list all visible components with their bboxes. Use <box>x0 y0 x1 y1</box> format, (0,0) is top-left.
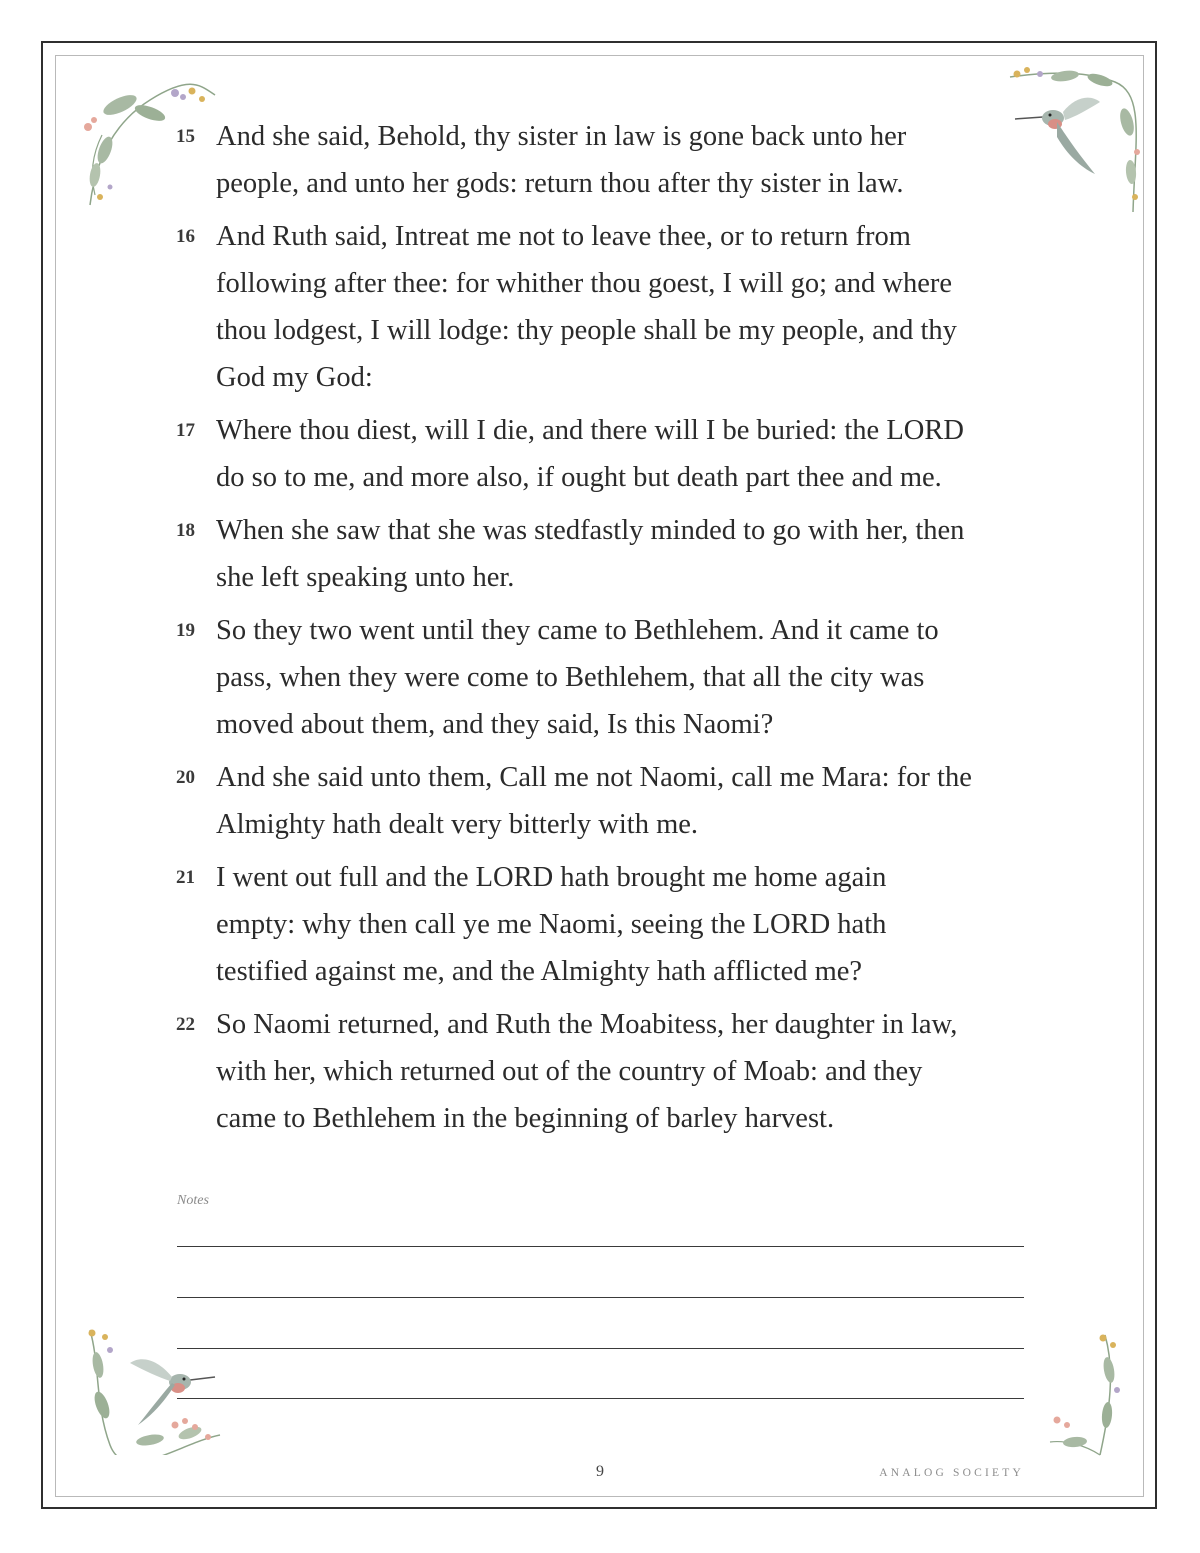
verse-text: When she saw that she was stedfastly minded to go with her, then she left speaking unto her. <box>216 515 965 593</box>
verse-text: So Naomi returned, and Ruth the Moabitess, her daughter in law, with her, which returned out of the country of Moab: and they came to Bethlehem in the beginning of barley harvest. <box>216 1009 958 1134</box>
note-writing-line[interactable] <box>177 1297 1024 1298</box>
verse-number: 19 <box>176 620 195 641</box>
brand-name: ANALOG SOCIETY <box>879 1467 1024 1479</box>
verse-text: Where thou diest, will I die, and there will I be buried: the LORD do so to me, and more also, if ought but death part thee and me. <box>216 415 964 493</box>
verse <box>176 407 1036 501</box>
note-writing-line[interactable] <box>177 1398 1024 1399</box>
verse-number: 21 <box>176 867 195 888</box>
page-number: 9 <box>596 1463 604 1480</box>
verse <box>176 854 1036 995</box>
verse-text: And she said unto them, Call me not Naomi, call me Mara: for the Almighty hath dealt very bitterly with me. <box>216 762 972 840</box>
verse <box>176 213 1036 401</box>
verse <box>176 1001 1036 1142</box>
verse-text: And she said, Behold, thy sister in law is gone back unto her people, and unto her gods: return thou after thy sister in law. <box>216 121 907 199</box>
verse-number: 20 <box>176 767 195 788</box>
verse-number: 18 <box>176 520 195 541</box>
verse-text: So they two went until they came to Bethlehem. And it came to pass, when they were come to Bethlehem, that all the city was moved about them, and they said, Is this Naomi? <box>216 615 939 740</box>
hummingbird-icon <box>80 1325 225 1455</box>
floral-corner-icon <box>1045 1330 1125 1460</box>
verse-number: 15 <box>176 126 195 147</box>
note-writing-line[interactable] <box>177 1246 1024 1247</box>
verse <box>176 607 1036 748</box>
notes-label: Notes <box>177 1193 209 1208</box>
verse-number: 17 <box>176 420 195 441</box>
verse-number: 22 <box>176 1014 195 1035</box>
verse-number: 16 <box>176 226 195 247</box>
scripture-passage <box>176 113 1036 1148</box>
verse-text: And Ruth said, Intreat me not to leave thee, or to return from following after thee: for whither thou goest, I will go; and where thou lodgest, I will lodge: thy people shall be my people, and thy God my God: <box>216 221 957 393</box>
verse <box>176 113 1036 207</box>
note-writing-line[interactable] <box>177 1348 1024 1349</box>
verse <box>176 507 1036 601</box>
verse-text: I went out full and the LORD hath brought me home again empty: why then call ye me Naomi, seeing the LORD hath testified against me, and the Almighty hath afflicted me? <box>216 862 887 987</box>
verse <box>176 754 1036 848</box>
